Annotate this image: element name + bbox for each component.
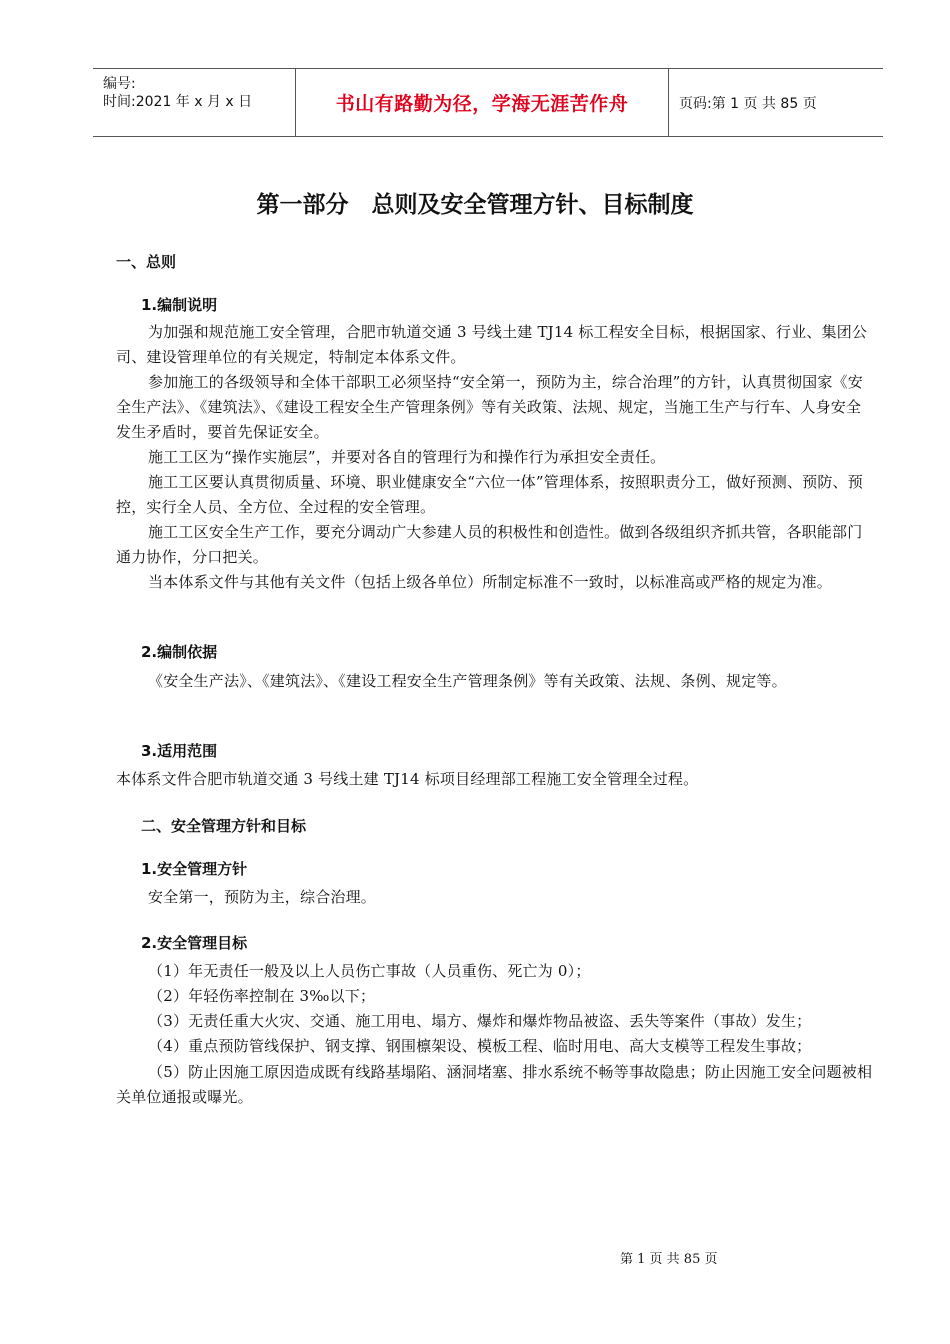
document-time-label: 时间:2021 年 x 月 x 日 [103, 94, 253, 110]
header-page-info: 页码:第 1 页 共 85 页 [679, 95, 817, 112]
paragraph: 当本体系文件与其他有关文件（包括上级各单位）所制定标准不一致时，以标准高或严格的规定为准。 [148, 573, 833, 591]
paragraph: 本体系文件合肥市轨道交通 3 号线土建 TJ14 标项目经理部工程施工安全管理全过程。 [116, 770, 699, 788]
goal-item: （4）重点预防管线保护、钢支撑、钢围檩架设、模板工程、临时用电、高大支模等工程发生事故； [148, 1037, 812, 1055]
paragraph: 参加施工的各级领导和全体干部职工必须坚持“安全第一，预防为主，综合治理”的方针，认真贯彻国家《安全生产法》、《建筑法》、《建设工程安全生产管理条例》等有关政策、法规、规定，当施工生产与行车、人身安全发生矛盾时，要首先保证安全。 [116, 373, 863, 441]
section-heading-general: 一、总则 [116, 253, 177, 271]
subheading-scope: 3.适用范围 [141, 742, 218, 760]
document-title: 第一部分 总则及安全管理方针、目标制度 [256, 192, 694, 218]
goal-item: （1）年无责任一般及以上人员伤亡事故（人员重伤、死亡为 0）； [148, 962, 591, 980]
subheading-compilation-basis: 2.编制依据 [141, 643, 218, 661]
paragraph: 为加强和规范施工安全管理，合肥市轨道交通 3 号线土建 TJ14 标工程安全目标，根据国家、行业、集团公司、建设管理单位的有关规定，特制定本体系文件。 [116, 323, 868, 366]
subheading-safety-goals: 2.安全管理目标 [141, 934, 248, 952]
page-footer: 第 1 页 共 85 页 [620, 1252, 718, 1267]
subheading-compilation-notes: 1.编制说明 [141, 296, 218, 314]
header-motto-cell [296, 69, 669, 136]
header-page-cell [669, 69, 883, 136]
paragraph: 安全第一，预防为主，综合治理。 [148, 888, 377, 906]
header-motto: 书山有路勤为径，学海无涯苦作舟 [335, 93, 629, 115]
goal-item: （5）防止因施工原因造成既有线路基塌陷、涵洞堵塞、排水系统不畅等事故隐患；防止因施工安全问题被相关单位通报或曝光。 [116, 1063, 873, 1106]
goal-item: （2）年轻伤率控制在 3‰以下； [148, 987, 376, 1005]
subheading-safety-policy: 1.安全管理方针 [141, 860, 248, 878]
header-meta-cell [93, 69, 296, 136]
paragraph: 施工工区为“操作实施层”，并要对各自的管理行为和操作行为承担安全责任。 [148, 448, 666, 466]
paragraph: 施工工区安全生产工作，要充分调动广大参建人员的积极性和创造性。做到各级组织齐抓共管，各职能部门通力协作，分口把关。 [116, 523, 863, 566]
goal-item: （3）无责任重大火灾、交通、施工用电、塌方、爆炸和爆炸物品被盗、丢失等案件（事故）发生； [148, 1012, 812, 1030]
section-heading-policy-goals: 二、安全管理方针和目标 [141, 817, 307, 835]
page-header [93, 68, 883, 137]
document-number-label: 编号: [103, 76, 136, 92]
paragraph: 《安全生产法》、《建筑法》、《建设工程安全生产管理条例》等有关政策、法规、条例、规定等。 [148, 672, 787, 690]
paragraph: 施工工区要认真贯彻质量、环境、职业健康安全“六位一体”管理体系，按照职责分工，做好预测、预防、预控，实行全人员、全方位、全过程的安全管理。 [116, 473, 863, 516]
